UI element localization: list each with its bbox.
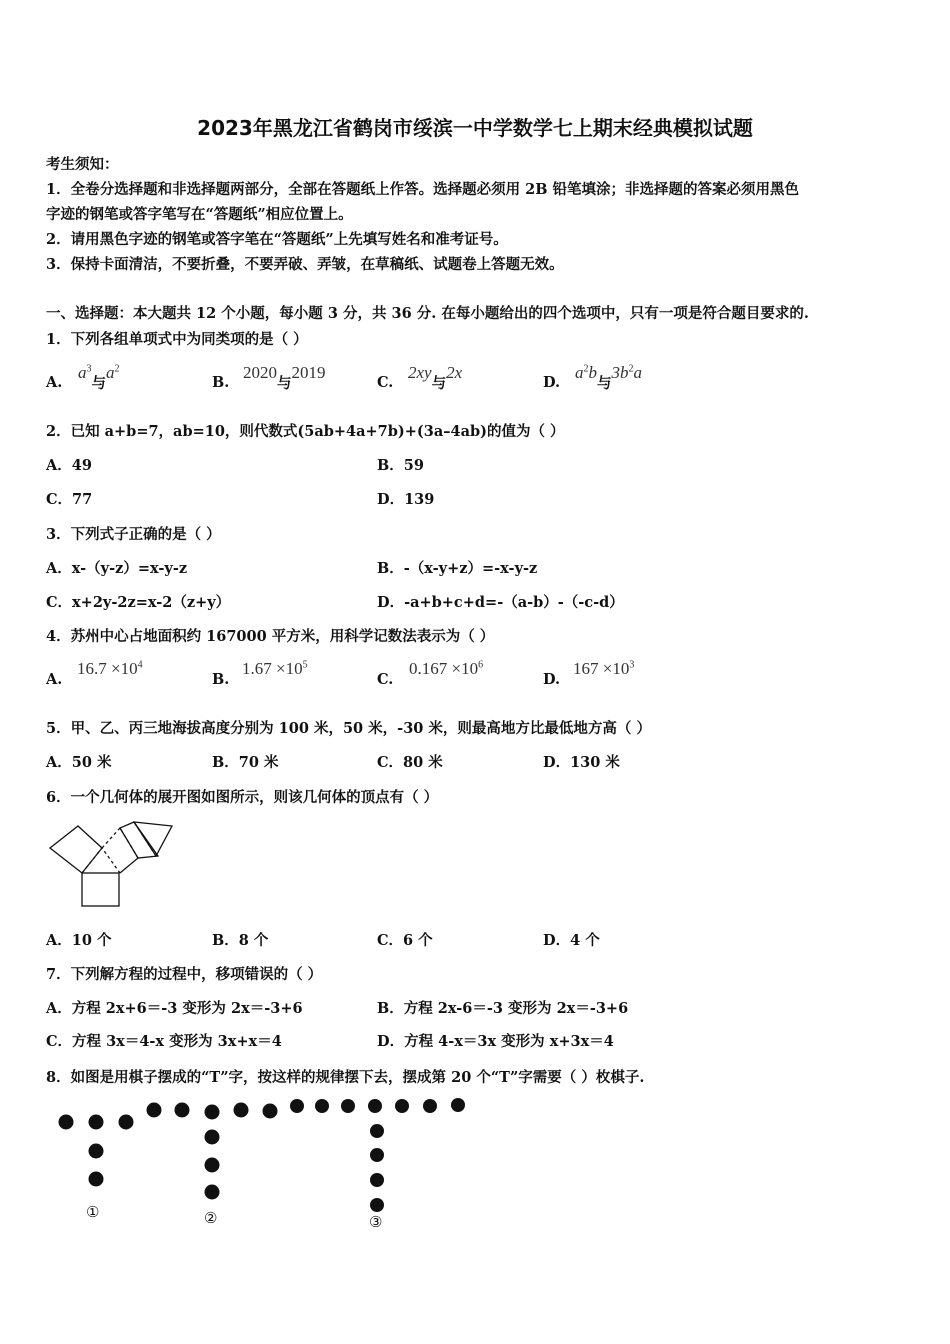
- q2-stem: 2．已知 a+b=7，ab=10，则代数式(5ab+4a+7b)+(3a–4ab)的值为（ ）: [46, 423, 565, 440]
- page-title: 2023年黑龙江省鹤岗市绥滨一中学数学七上期末经典模拟试题: [197, 116, 753, 140]
- piece: [370, 1198, 384, 1212]
- q7-option-b: B．方程 2x-6＝-3 变形为 2x＝-3+6: [377, 1000, 629, 1017]
- t-pattern-figure: [50, 1095, 480, 1235]
- q1-stem: 1．下列各组单项式中为同类项的是（ ）: [46, 331, 308, 348]
- q5-option-c: C．80 米: [377, 754, 443, 771]
- q6-option-c: C．6 个: [377, 932, 433, 949]
- piece: [147, 1103, 162, 1118]
- piece: [370, 1173, 384, 1187]
- piece: [290, 1099, 304, 1113]
- notice-line-2: 2．请用黑色字迹的钢笔或答字笔在“答题纸”上先填写姓名和准考证号。: [46, 231, 508, 248]
- q4-option-b: B.: [212, 671, 230, 688]
- piece: [205, 1130, 220, 1145]
- net-right-face: [120, 822, 158, 858]
- q5-option-b: B．70 米: [212, 754, 279, 771]
- piece: [205, 1185, 220, 1200]
- q6-option-d: D．4 个: [543, 932, 600, 949]
- piece: [89, 1115, 104, 1130]
- q2-option-b: B．59: [377, 457, 424, 474]
- piece: [205, 1158, 220, 1173]
- q6-stem: 6．一个几何体的展开图如图所示，则该几何体的顶点有（ ）: [46, 789, 439, 806]
- q4-stem: 4．苏州中心占地面积约 167000 平方米，用科学记数法表示为（ ）: [46, 628, 495, 645]
- figure-label-2: ②: [204, 1209, 218, 1227]
- piece: [89, 1144, 104, 1159]
- q5-option-d: D．130 米: [543, 754, 620, 771]
- piece: [370, 1148, 384, 1162]
- notice-line-3: 3．保持卡面清洁，不要折叠，不要弄破、弄皱，在草稿纸、试题卷上答题无效。: [46, 256, 564, 273]
- piece: [205, 1105, 220, 1120]
- q3-option-d: D．-a+b+c+d=-（a-b）-（-c-d）: [377, 594, 624, 611]
- notice-line-1a: 1．全卷分选择题和非选择题两部分，全部在答题纸上作答。选择题必须用 2B 铅笔填涂；非选择题的答案必须用黑色: [46, 181, 800, 198]
- q1-option-c-math: 2xy与2x: [408, 363, 463, 392]
- q7-option-a: A．方程 2x+6＝-3 变形为 2x＝-3+6: [46, 1000, 303, 1017]
- q4-option-d: D.: [543, 671, 561, 688]
- piece: [175, 1103, 190, 1118]
- piece: [423, 1099, 437, 1113]
- q7-stem: 7．下列解方程的过程中，移项错误的（ ）: [46, 966, 323, 983]
- piece: [315, 1099, 329, 1113]
- q7-option-d: D．方程 4-x＝3x 变形为 x+3x＝4: [377, 1033, 614, 1050]
- q3-stem: 3．下列式子正确的是（ ）: [46, 526, 221, 543]
- piece: [119, 1115, 134, 1130]
- net-base-square: [82, 873, 119, 906]
- q4-option-c: C.: [377, 671, 394, 688]
- piece: [368, 1099, 382, 1113]
- net-tri-face: [134, 822, 172, 856]
- q1-option-b: B.: [212, 374, 230, 391]
- figure-label-1: ①: [86, 1203, 100, 1221]
- q8-stem: 8．如图是用棋子摆成的“T”字，按这样的规律摆下去，摆成第 20 个“T”字需要（ ）枚棋子.: [46, 1069, 645, 1086]
- q3-option-b: B．-（x-y+z）=-x-y-z: [377, 560, 538, 577]
- piece: [451, 1098, 465, 1112]
- q4-option-d-math: $167 \times 10^3$: [573, 659, 635, 678]
- q1-option-b-math: 2020与2019: [243, 363, 326, 392]
- notice-heading: 考生须知：: [46, 156, 119, 173]
- piece: [59, 1115, 74, 1130]
- q5-option-a: A．50 米: [46, 754, 112, 771]
- net-left-face: [50, 826, 102, 873]
- q2-option-c: C．77: [46, 491, 93, 508]
- q2-option-d: D．139: [377, 491, 435, 508]
- piece: [370, 1124, 384, 1138]
- q1-option-a: A.: [46, 374, 63, 391]
- q1-option-c: C.: [377, 374, 394, 391]
- q1-option-a-math: $a^3$与$a^2$: [78, 363, 120, 392]
- q5-stem: 5．甲、乙、丙三地海拔高度分别为 100 米，50 米，-30 米，则最高地方比最低地方高（ ）: [46, 720, 651, 737]
- q2-option-a: A．49: [46, 457, 92, 474]
- q4-option-a-math: $16.7 \times 10^4$: [77, 659, 143, 678]
- section-heading: 一、选择题：本大题共 12 个小题，每小题 3 分，共 36 分. 在每小题给出的四个选项中，只有一项是符合题目要求的.: [46, 305, 809, 322]
- q4-option-a: A.: [46, 671, 63, 688]
- notice-line-1b: 字迹的钢笔或答字笔写在“答题纸”相应位置上。: [46, 206, 353, 223]
- piece: [341, 1099, 355, 1113]
- piece: [234, 1103, 249, 1118]
- q6-option-a: A．10 个: [46, 932, 112, 949]
- piece: [263, 1104, 278, 1119]
- q1-option-d: D.: [543, 374, 561, 391]
- net-figure: [40, 818, 190, 918]
- q1-option-d-math: $a^2b$与$3b^2a$: [575, 363, 642, 392]
- q3-option-a: A．x-（y-z）=x-y-z: [46, 560, 188, 577]
- q4-option-b-math: $1.67 \times 10^5$: [242, 659, 308, 678]
- figure-label-3: ③: [369, 1213, 383, 1231]
- q3-option-c: C．x+2y-2z=x-2（z+y）: [46, 594, 231, 611]
- q7-option-c: C．方程 3x＝4-x 变形为 3x+x＝4: [46, 1033, 282, 1050]
- q4-option-c-math: $0.167 \times 10^6$: [409, 659, 484, 678]
- q6-option-b: B．8 个: [212, 932, 269, 949]
- piece: [395, 1099, 409, 1113]
- piece: [89, 1172, 104, 1187]
